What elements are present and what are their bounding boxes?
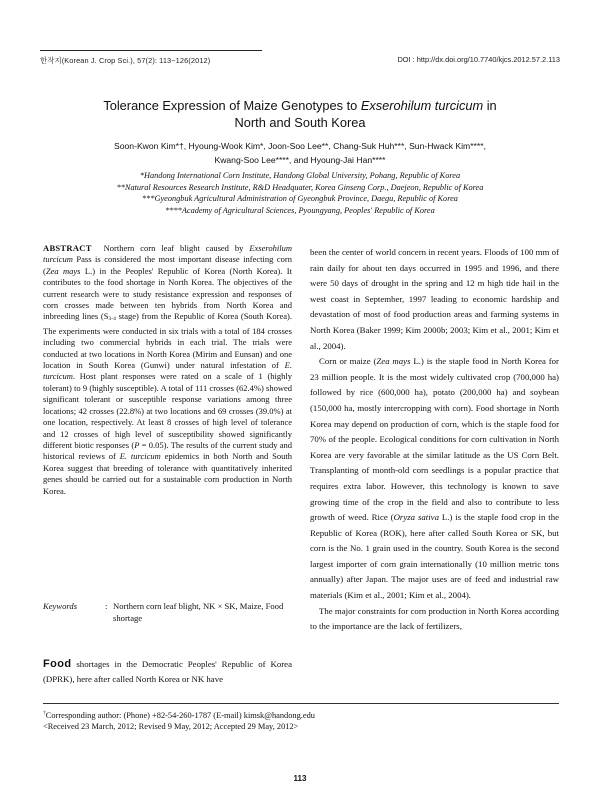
keywords-separator: : — [105, 601, 108, 611]
title-line-2: North and South Korea — [234, 115, 366, 130]
affiliation-list — [40, 170, 560, 216]
author-line-1: Soon-Kwon Kim*†, Hyoung-Wook Kim*, Joon-Soo Lee**, Chang-Suk Huh***, Sun-Hwack Kim****, — [114, 141, 486, 151]
affiliation-4: ****Academy of Agricultural Sciences, Pyoungyang, Peoples' Republic of Korea — [165, 205, 435, 215]
abstract-italic: P — [134, 439, 140, 450]
header-rule — [40, 50, 262, 51]
title-text-1: Tolerance Expression of Maize Genotypes to — [103, 98, 361, 113]
right-column — [310, 245, 559, 635]
keywords-label: Keywords — [43, 601, 78, 611]
body-italic: Oryza sativa — [393, 512, 439, 523]
corresponding-author: †Corresponding author: (Phone) +82-54-260-1787 (E-mail) kimsk@handong.edu — [43, 710, 315, 720]
abstract-italic: Zea mays — [45, 265, 81, 276]
body-paragraph-2 — [310, 354, 559, 604]
abstract-italic: E. turcicum — [119, 451, 161, 462]
abstract-heading: ABSTRACT — [43, 243, 92, 253]
received-dates: <Received 23 March, 2012; Revised 9 May, 2012; Accepted 29 May, 2012> — [43, 721, 299, 731]
page-number: 113 — [293, 774, 307, 783]
doi-link[interactable]: DOI : http://dx.doi.org/10.7740/kjcs.2012.57.2.113 — [397, 55, 560, 64]
abstract-text: . Host plant responses were rated on a scale of 1 (highly tolerant) to 9 (highly susceptible). A total of 111 crosses (62.4%) showed significant tolerant or susceptible response variations among three locations; 42 crosses (22.8%) at two locations and 69 crosses (39.0%) at one location, respectively. At least 8 crosses of high level of tolerance and 12 crosses of high level of susceptibility showed significantly different biotic responses ( — [43, 371, 292, 450]
keywords-text: Northern corn leaf blight, NK × SK, Maize, Food shortage — [113, 601, 284, 623]
abstract-italic: Exserohilum turcicum — [43, 243, 292, 265]
introduction-start — [43, 657, 292, 688]
corresponding-text: Corresponding author: (Phone) +82-54-260-1787 (E-mail) kimsk@handong.edu — [45, 710, 315, 720]
affiliation-3: ***Gyeongbuk Agricultural Administration of Gyeongbuk Province, Daegu, Republic of Korea — [142, 194, 458, 204]
affiliation-1: *Handong International Corn Institute, Handong Global University, Pohang, Republic of Korea — [139, 171, 461, 180]
abstract-text: Northern corn leaf blight caused by — [103, 243, 250, 253]
body-text: Corn or maize ( — [319, 356, 377, 367]
body-text: L.) is the staple food crop in the Republic of Korea (ROK), here after called South Korea or SK, but corn is the No. 1 grain used in the country. South Korea is the second largest importer of corn grain internationally (10 million metric tons annually) after Japan. The major uses are of feed and industrial raw materials (Kim et al., 2001; Kim et al., 2004). — [310, 512, 560, 601]
abstract-text: epidemics in both North and South Korea suggest that breeding of tolerance with quantitatively inherited genes should be carried out for a sustainable corn production in North Korea. — [43, 451, 292, 496]
body-italic: Zea mays — [376, 356, 411, 367]
intro-text: shortages in the Democratic Peoples' Republic of Korea (DPRK), here after called North Korea or NK have — [43, 659, 292, 685]
footnote-rule — [43, 703, 559, 704]
footnote — [43, 708, 559, 732]
abstract-paragraph — [43, 243, 292, 497]
journal-citation: 한작지(Korean J. Crop Sci.), 57(2): 113~126(2012) — [40, 56, 211, 65]
body-paragraph-1: been the center of world concern in recent years. Floods of 100 mm of rain daily for about ten days occurred in 1995 and 1996, and there were 50 days of drought in the spring and 12 m high tide hail in the west coast in September, 1997 leading to economic hardship and devastation of most of food production areas and farming systems in North Korea (Baker 1999; Kim 2000b; 2003; Kim et al., 2001; Kim et al., 2004). — [310, 247, 559, 351]
body-paragraph-3: The major constraints for corn production in North Korea according to the importance are the lack of fertilizers, — [310, 605, 559, 632]
running-header — [40, 50, 560, 64]
paper-title — [40, 97, 560, 131]
abstract-text: stage) from the Republic of Korea (South Korea). The experiments were conducted in six trials with a total of 184 crosses including two commercial hybrids in each trial. The trials were conducted at two locations in North Korea (Mirim and Eunsan) and one location in South Korea (Gunwi) under natural infestation of — [43, 311, 293, 371]
abstract-subscript: 3-4 — [108, 316, 116, 323]
abstract — [43, 243, 292, 497]
abstract-text: L.) in the Peoples' Republic of Korea (North Korea). It contributes to the food shortage in North Korea. The objectives of the current research were to study resistance expression and responses of corn crosses made between ten hybrids from North Korea and inbreeding lines (S — [43, 265, 292, 322]
author-line-2: Kwang-Soo Lee****, and Hyoung-Jai Han**** — [214, 155, 386, 165]
abstract-text: = 0.05). The results of the current study and historical reviews of — [43, 439, 292, 462]
title-text-2: in — [483, 98, 497, 113]
body-text: L.) is the staple food in North Korea for 23 million people. It is the most widely cultivated crop (700,000 ha) followed by rice (600,000 ha), potato (200,000 ha) and soybean (150,000 ha, mostly intercropping with corn). Food shortage in North Korea may depend on production of corn, which is the staple food for 70% of the people. Ecological conditions for corn cultivation in North Korea are very favorable at the similar latitude as the US Corn Belt. Transplanting of month-old corn seedlings is a popular practice that requires extra labor. However, this technology is known to save growing time of the crop in the field and also to contribute to less growth of weed. Rice ( — [310, 356, 559, 523]
author-list — [40, 139, 560, 167]
abstract-text: Pass is considered the most important disease infecting corn ( — [43, 254, 292, 276]
title-species: Exserohilum turcicum — [360, 98, 484, 113]
intro-lead-word: Food — [43, 658, 72, 670]
affiliation-2: **Natural Resources Research Institute, R&D Headquater, Korea Ginseng Corp., Daejeon, Republic of Korea — [116, 182, 484, 192]
abstract-italic: E. turcicum — [43, 360, 292, 382]
